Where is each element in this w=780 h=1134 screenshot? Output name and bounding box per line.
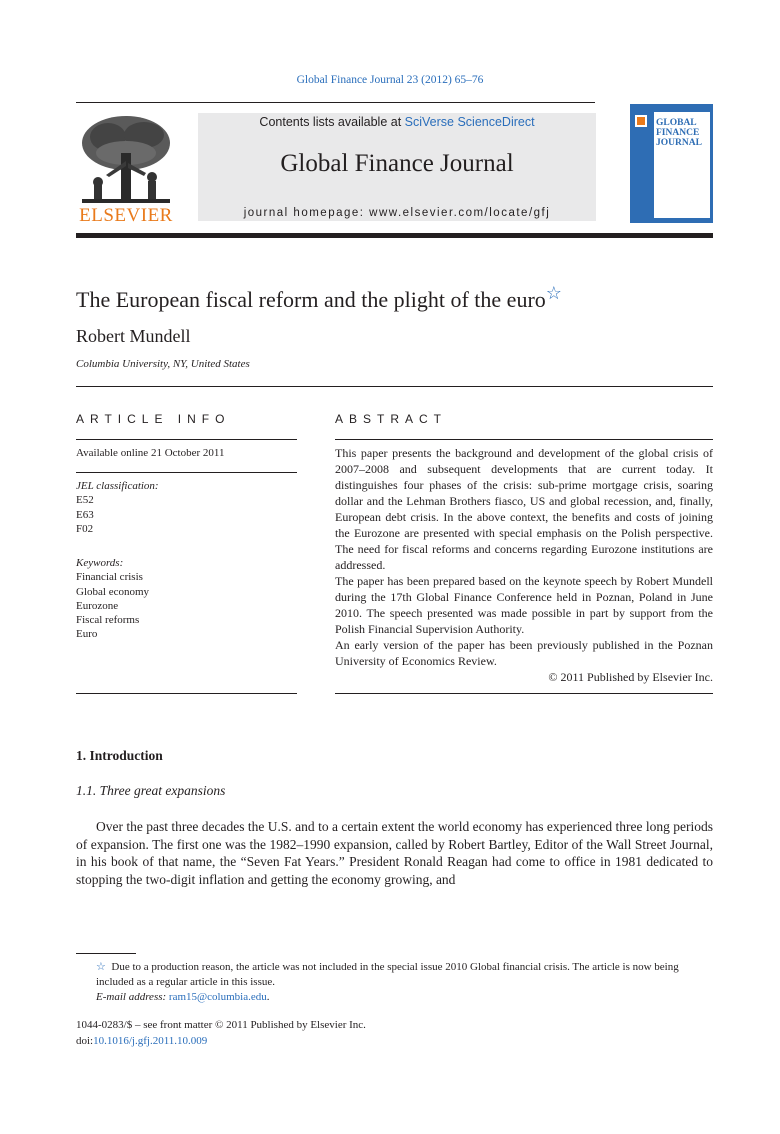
article-info-rule <box>76 472 297 473</box>
section-heading: 1. Introduction <box>76 748 163 763</box>
cover-emblem-icon <box>634 114 648 128</box>
author-email-link[interactable]: ram15@columbia.edu <box>168 991 267 1003</box>
jel-code: E63 <box>76 508 94 521</box>
masthead-thick-rule <box>76 233 713 238</box>
keyword-item: Euro <box>76 628 98 641</box>
article-info-rule <box>76 693 297 694</box>
title-footnote-star-icon[interactable]: ☆ <box>545 283 562 303</box>
email-suffix: . <box>266 991 270 1003</box>
abstract-paragraph: This paper presents the background and development of the global crisis of 2007–2008 and subsequent developments that are current today. It distinguishes four phases of the crisis: sub-prime mortgage crisis, soaring dollar and the Lehman Brothers fiasco, US and global recession, and, finally, European debt crisis. In the above context, the benefits and costs of joining the Eurozone are presented with special emphasis on the Polish perspective. The need for fiscal reforms and concerns regarding Eurozone institutions are addressed. <box>335 446 713 572</box>
keywords-list <box>76 556 149 642</box>
contents-prefix: Contents lists available at <box>259 115 402 129</box>
abstract-copyright: © 2011 Published by Elsevier Inc. <box>548 670 713 684</box>
keyword-item: Eurozone <box>76 599 119 612</box>
abstract-paragraph: An early version of the paper has been previously published in the Poznan University of Economics Review. <box>335 638 713 668</box>
footnote-text: Due to a production reason, the article was not included in the special issue 2010 Global financial crisis. The article is now being included as a regular article in this issue. <box>96 961 679 988</box>
abstract-rule <box>335 693 713 694</box>
footnote <box>76 960 713 1005</box>
keywords-label: Keywords: <box>76 557 124 569</box>
article-info-rule <box>76 439 297 440</box>
front-matter <box>76 1017 366 1049</box>
keyword-item: Global economy <box>76 585 150 598</box>
abstract-body <box>335 445 713 685</box>
jel-classification <box>76 479 159 536</box>
header-rule <box>76 102 595 103</box>
doi-link[interactable]: 10.1016/j.gfj.2011.10.009 <box>93 1035 208 1047</box>
footnote-rule <box>76 953 136 954</box>
cover-title-line: JOURNAL <box>656 138 702 148</box>
contents-availability <box>198 115 596 129</box>
doi-label: doi: <box>76 1035 94 1047</box>
footnote-star-icon[interactable]: ☆ <box>96 961 106 973</box>
title-rule <box>76 386 713 387</box>
journal-citation[interactable]: Global Finance Journal 23 (2012) 65–76 <box>296 74 484 86</box>
issn-line: 1044-0283/$ – see front matter © 2011 Published by Elsevier Inc. <box>76 1019 366 1031</box>
subsection-heading: 1.1. Three great expansions <box>76 783 226 798</box>
jel-label: JEL classification: <box>76 480 159 492</box>
availability-date: Available online 21 October 2011 <box>76 447 225 459</box>
elsevier-wordmark[interactable]: ELSEVIER <box>79 205 173 226</box>
cover-title <box>656 118 712 148</box>
sciencedirect-link[interactable]: SciVerse ScienceDirect <box>404 115 535 129</box>
email-label: E-mail address: <box>96 991 167 1003</box>
journal-title: Global Finance Journal <box>280 150 514 177</box>
abstract-heading: ABSTRACT <box>335 412 448 426</box>
article-info-heading: ARTICLE INFO <box>76 412 231 426</box>
journal-cover-thumbnail[interactable] <box>630 104 713 223</box>
body-paragraph: Over the past three decades the U.S. and to a certain extent the world economy has experienced three long periods of expansion. The first one was the 1982–1990 expansion, called by Robert Bartley, Editor of the Wall Street Journal, in his book of that name, the “Seven Fat Years.” President Ronald Reagan had come to office in 1981 dedicated to stopping the two-digit inflation and getting the economy growing, and <box>76 819 713 887</box>
keyword-item: Fiscal reforms <box>76 614 140 627</box>
jel-code: E52 <box>76 494 94 507</box>
author-name: Robert Mundell <box>76 326 191 346</box>
cover-title-line: FINANCE <box>656 128 700 138</box>
keyword-item: Financial crisis <box>76 571 143 584</box>
abstract-paragraph: The paper has been prepared based on the keynote speech by Robert Mundell during the 17th Global Finance Conference held in Poznan, Poland in June 2010. The speech presented was made possible in part by support from the Polish Financial Supervision Authority. <box>335 574 713 636</box>
article-title <box>76 283 562 313</box>
cover-title-line: GLOBAL <box>656 118 697 128</box>
author-affiliation: Columbia University, NY, United States <box>76 358 250 370</box>
abstract-rule <box>335 439 713 440</box>
journal-homepage <box>198 207 596 219</box>
homepage-prefix: journal homepage: <box>243 207 365 219</box>
jel-code: F02 <box>76 522 94 535</box>
article-title-text: The European fiscal reform and the plight of the euro <box>76 287 546 312</box>
homepage-url[interactable]: www.elsevier.com/locate/gfj <box>369 207 551 219</box>
